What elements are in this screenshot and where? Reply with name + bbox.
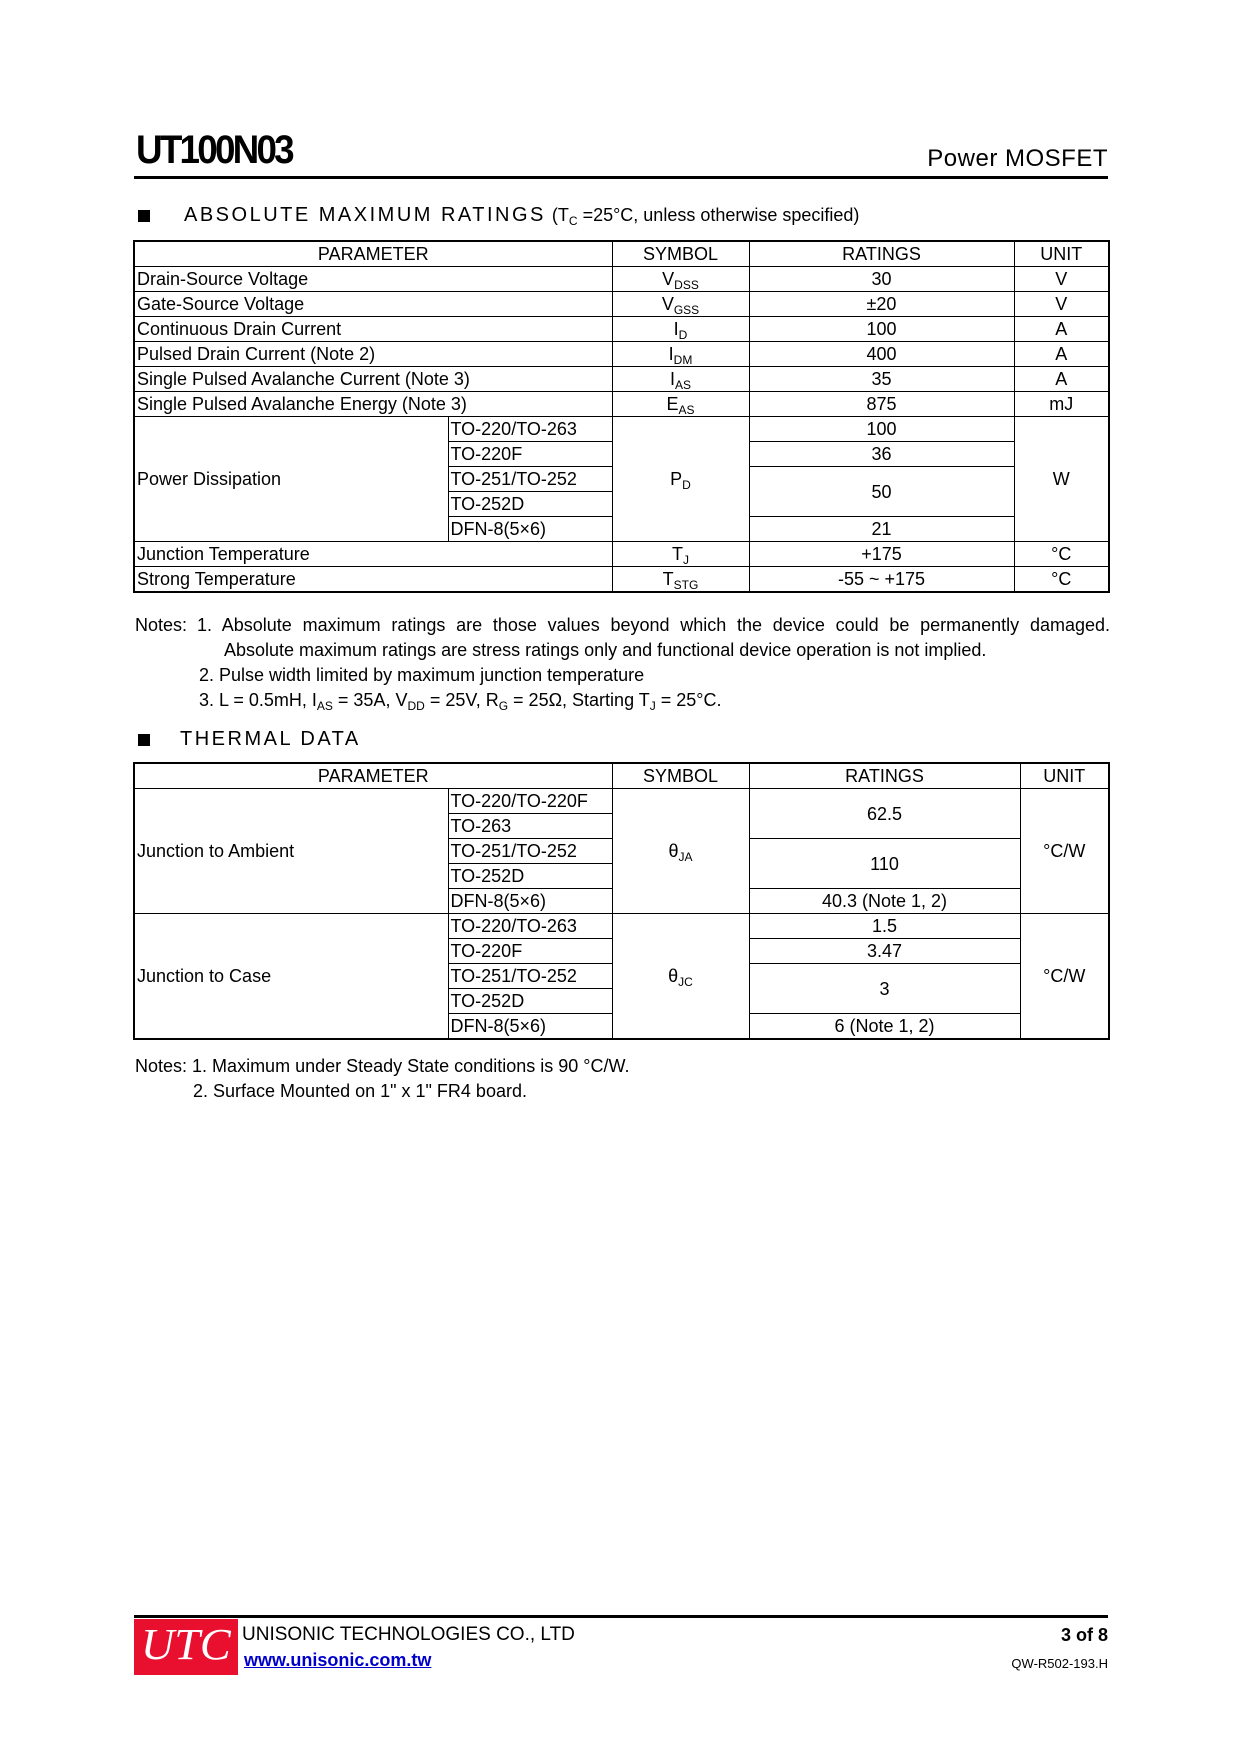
- notes-label: Notes:: [135, 615, 188, 635]
- param-cell: Strong Temperature: [134, 567, 612, 593]
- table-row: [134, 342, 1109, 367]
- header-cell: UNIT: [1014, 241, 1109, 267]
- package-cell: DFN-8(5×6): [448, 1014, 612, 1040]
- param-cell: Continuous Drain Current: [134, 317, 612, 342]
- param-cell: Power Dissipation: [134, 417, 448, 542]
- section-title-text: ABSOLUTE MAXIMUM RATINGS: [184, 204, 546, 226]
- package-cell: DFN-8(5×6): [448, 517, 612, 542]
- unit-cell: °C: [1014, 567, 1109, 593]
- symbol-cell: $I_{DM}$: [612, 342, 749, 367]
- symbol-cell: $T_{STG}$: [612, 567, 749, 593]
- param-cell: Junction to Case: [134, 914, 448, 1040]
- notes-thermal: [135, 1054, 629, 1104]
- rating-cell: 3: [749, 964, 1020, 1014]
- package-cell: TO-220/TO-263: [448, 417, 612, 442]
- table-row: [134, 914, 1109, 939]
- header-cell: RATINGS: [749, 763, 1020, 789]
- header-cell: RATINGS: [749, 241, 1014, 267]
- symbol-cell: $T_J$: [612, 542, 749, 567]
- rating-cell: 40.3 (Note 1, 2): [749, 889, 1020, 914]
- param-cell: Gate-Source Voltage: [134, 292, 612, 317]
- unit-cell: V: [1014, 267, 1109, 292]
- header-cell: SYMBOL: [612, 763, 749, 789]
- rating-cell: 6 (Note 1, 2): [749, 1014, 1020, 1040]
- header-cell: SYMBOL: [612, 241, 749, 267]
- package-cell: TO-263: [448, 814, 612, 839]
- note-text: 1. Maximum under Steady State conditions is 90 °C/W.: [192, 1056, 630, 1076]
- rating-cell: 1.5: [749, 914, 1020, 939]
- symbol-cell: $V_{DSS}$: [612, 267, 749, 292]
- package-cell: TO-220/TO-263: [448, 914, 612, 939]
- square-bullet-icon: [138, 734, 150, 746]
- package-cell: TO-252D: [448, 864, 612, 889]
- unit-cell: mJ: [1014, 392, 1109, 417]
- device-type: Power MOSFET: [927, 145, 1108, 172]
- unit-cell: A: [1014, 317, 1109, 342]
- rating-cell: 100: [749, 417, 1014, 442]
- table-row: [134, 789, 1109, 814]
- table-header-row: [134, 241, 1109, 267]
- rating-cell: 62.5: [749, 789, 1020, 839]
- table-header-row: [134, 763, 1109, 789]
- section-title-text: THERMAL DATA: [180, 728, 361, 750]
- note-text: 2. Surface Mounted on 1" x 1" FR4 board.: [193, 1081, 527, 1101]
- header-cell: UNIT: [1020, 763, 1109, 789]
- rating-cell: 875: [749, 392, 1014, 417]
- unit-cell: °C/W: [1020, 789, 1109, 914]
- rating-cell: 100: [749, 317, 1014, 342]
- header-rule: [134, 176, 1108, 179]
- header-cell: PARAMETER: [134, 241, 612, 267]
- package-cell: TO-252D: [448, 492, 612, 517]
- table-row: [134, 417, 1109, 442]
- unit-cell: °C/W: [1020, 914, 1109, 1040]
- company-name: UNISONIC TECHNOLOGIES CO., LTD: [242, 1624, 575, 1645]
- rating-cell: 35: [749, 367, 1014, 392]
- symbol-cell: $P_D$: [612, 417, 749, 542]
- note-text: 2. Pulse width limited by maximum junction temperature: [199, 665, 645, 685]
- table-row: [134, 392, 1109, 417]
- package-cell: TO-251/TO-252: [448, 839, 612, 864]
- utc-logo: UTC: [134, 1619, 238, 1675]
- table-row: [134, 567, 1109, 593]
- rating-cell: 3.47: [749, 939, 1020, 964]
- symbol-cell: $I_D$: [612, 317, 749, 342]
- unit-cell: A: [1014, 342, 1109, 367]
- note-text: Absolute maximum ratings are stress ratings only and functional device operation is not implied.: [224, 640, 987, 660]
- part-number: UT100N03: [136, 128, 292, 172]
- rating-cell: 400: [749, 342, 1014, 367]
- symbol-cell: $V_{GSS}$: [612, 292, 749, 317]
- notes-amr: [135, 613, 1110, 713]
- website-link[interactable]: www.unisonic.com.tw: [244, 1650, 432, 1670]
- note-text: 1. Absolute maximum ratings are those values beyond which the device could be permanently damaged.: [197, 615, 1110, 635]
- unit-cell: °C: [1014, 542, 1109, 567]
- param-cell: Drain-Source Voltage: [134, 267, 612, 292]
- param-cell: Junction Temperature: [134, 542, 612, 567]
- table-row: [134, 292, 1109, 317]
- rating-cell: 30: [749, 267, 1014, 292]
- package-cell: TO-251/TO-252: [448, 467, 612, 492]
- section-title-thermal: [138, 728, 361, 751]
- symbol-cell: $\theta_{JC}$: [612, 914, 749, 1040]
- package-cell: TO-220F: [448, 442, 612, 467]
- symbol-cell: $E_{AS}$: [612, 392, 749, 417]
- param-cell: Junction to Ambient: [134, 789, 448, 914]
- table-row: [134, 542, 1109, 567]
- amr-table: [133, 240, 1110, 593]
- symbol-cell: $I_{AS}$: [612, 367, 749, 392]
- package-cell: TO-252D: [448, 989, 612, 1014]
- notes-label: Notes:: [135, 1056, 188, 1076]
- footer-rule: [134, 1615, 1108, 1618]
- rating-cell: +175: [749, 542, 1014, 567]
- rating-cell: 21: [749, 517, 1014, 542]
- note-text: 3. L = 0.5mH, $I_{AS} = 35A$, $V_{DD} = 25V$, $R_G = 25\Omega$, Starting $T_J = 25^\circ C$.: [199, 690, 722, 713]
- section-title-amr: [138, 204, 859, 227]
- unit-cell: W: [1014, 417, 1109, 542]
- table-row: [134, 317, 1109, 342]
- symbol-cell: $\theta_{JA}$: [612, 789, 749, 914]
- header-cell: PARAMETER: [134, 763, 612, 789]
- package-cell: DFN-8(5×6): [448, 889, 612, 914]
- rating-cell: 36: [749, 442, 1014, 467]
- page-number: 3 of 8: [1060, 1625, 1108, 1645]
- table-row: [134, 367, 1109, 392]
- package-cell: TO-220F: [448, 939, 612, 964]
- unit-cell: A: [1014, 367, 1109, 392]
- package-cell: TO-220/TO-220F: [448, 789, 612, 814]
- rating-cell: ±20: [749, 292, 1014, 317]
- rating-cell: 50: [749, 467, 1014, 517]
- param-cell: Single Pulsed Avalanche Current (Note 3): [134, 367, 612, 392]
- param-cell: Pulsed Drain Current (Note 2): [134, 342, 612, 367]
- param-cell: Single Pulsed Avalanche Energy (Note 3): [134, 392, 612, 417]
- table-row: [134, 267, 1109, 292]
- rating-cell: 110: [749, 839, 1020, 889]
- package-cell: TO-251/TO-252: [448, 964, 612, 989]
- thermal-table: [133, 762, 1110, 1040]
- rating-cell: -55 ~ +175: [749, 567, 1014, 593]
- unit-cell: V: [1014, 292, 1109, 317]
- square-bullet-icon: [138, 210, 150, 222]
- document-number: QW-R502-193.H: [1011, 1656, 1108, 1671]
- section-condition: ($T_C =25^\circ C$, unless otherwise specified): [551, 205, 860, 228]
